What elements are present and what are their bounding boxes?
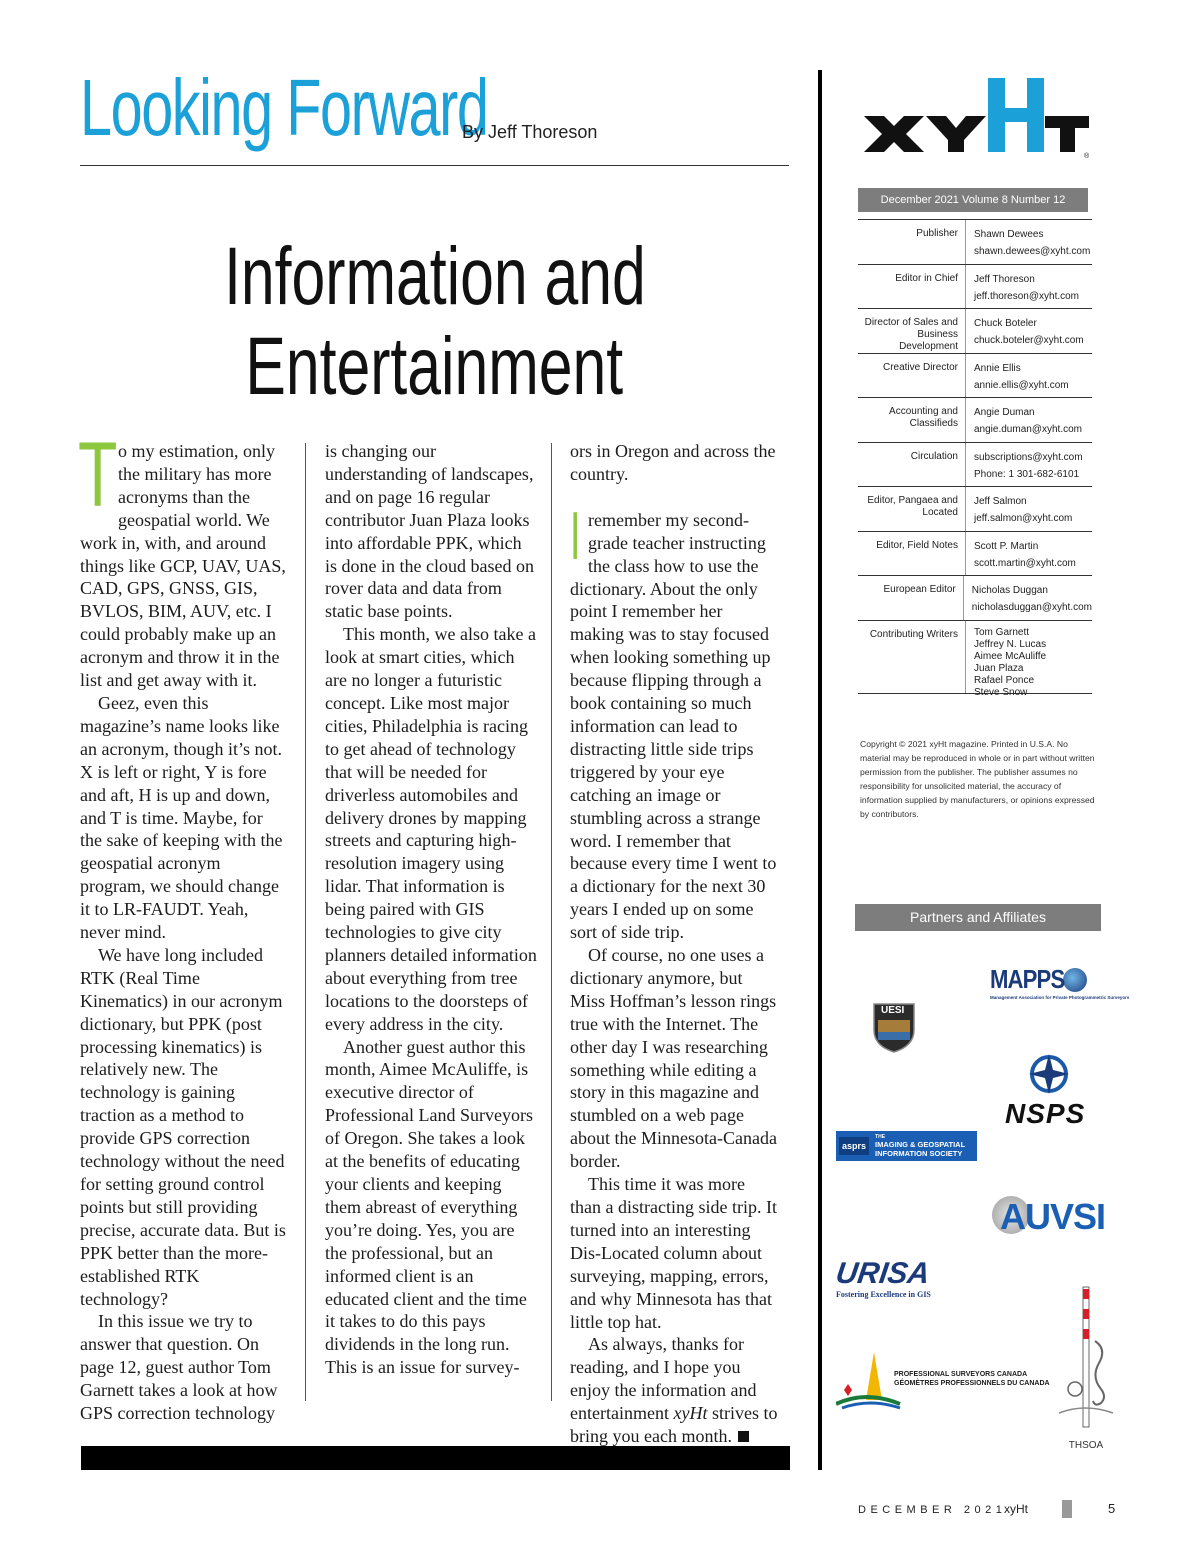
staff-row	[858, 397, 1092, 442]
footer-date: DECEMBER 2021	[858, 1504, 1007, 1516]
psc-logo	[836, 1350, 1050, 1410]
paragraph-text: remember my second-grade teacher instructing the class how to use the dictionary. About the only point I remember her making was to stay focused when looking something up because flipping through a book containing so much information can lead to distracting little side trips triggered by your eye catching an image or stumbling across a strange word. I remember that because every time I went to a dictionary for the next 30 years I ended up on some sort of side trip.	[570, 509, 777, 943]
footer-magazine: xyHt	[1004, 1502, 1028, 1516]
staff-name: Scott P. Martin	[974, 540, 1039, 552]
article-column-2	[325, 440, 537, 1379]
svg-text:®: ®	[1084, 153, 1090, 160]
staff-email: jeff.salmon@xyht.com	[974, 513, 1073, 524]
drop-cap: I	[570, 497, 581, 574]
staff-list	[858, 219, 1092, 698]
staff-role: Editor, Field Notes	[858, 532, 966, 576]
urisa-logo	[833, 1257, 951, 1308]
staff-name: Nicholas Duggan	[971, 585, 1048, 596]
nsps-logo	[1005, 1052, 1120, 1129]
staff-email: jeff.thoreson@xyht.com	[974, 290, 1080, 302]
staff-role: Circulation	[858, 443, 966, 487]
staff-role: Publisher	[858, 220, 966, 264]
staff-row	[858, 531, 1092, 576]
section-title: Looking Forward	[80, 63, 488, 152]
writer-name: Juan Plaza	[974, 662, 1024, 674]
staff-role: Contributing Writers	[858, 621, 966, 693]
auvsi-wordmark: AUVSI	[1000, 1196, 1106, 1237]
staff-name: Shawn Dewees	[974, 229, 1044, 240]
staff-row	[858, 264, 1092, 309]
urisa-wordmark: URISA	[833, 1257, 932, 1290]
paragraph-text: strives to bring you each month.	[570, 1403, 778, 1447]
mapps-subtitle: Management Association for Private Photogrammetric Surveyors	[990, 995, 1130, 1000]
mapps-wordmark: MAPPS	[990, 964, 1065, 994]
headline	[80, 232, 789, 412]
xyht-logo	[862, 78, 1092, 160]
globe-icon	[1063, 968, 1087, 992]
paragraph: Another guest author this month, Aimee McAuliffe, is executive director of Professional Land Surveyors of Oregon. She takes a look at the benefits of educating your clients and keeping them abreast of everything you’re doing. Yes, you are the professional, but an informed client is an educated client and the time it takes to do this pays dividends in the long run. This is an issue for survey-	[325, 1036, 533, 1378]
staff-row	[858, 219, 1092, 264]
drop-cap: T	[78, 424, 118, 526]
column-rule	[305, 443, 306, 1401]
compass-rose-icon	[1005, 1052, 1120, 1096]
staff-email: nicholasduggan@xyht.com	[971, 602, 1092, 613]
staff-name: Jeff Thoreson	[974, 273, 1035, 285]
psc-emblem-icon	[836, 1350, 902, 1410]
paragraph	[570, 1333, 778, 1448]
paragraph: Geez, even this magazine’s name looks like an acronym, though it’s not. X is left or right, Y is fore and aft, H is up and down, and T is time. Maybe, for the sake of keeping with the geospatial acronym program, we should change it to LR-FAUDT. Yeah, never mind.	[80, 692, 283, 943]
staff-role: European Editor	[858, 576, 964, 620]
article-column-3	[570, 440, 778, 1448]
staff-role: Editor in Chief	[858, 265, 966, 309]
end-mark-icon	[738, 1431, 749, 1442]
staff-name: Angie Duman	[974, 407, 1035, 418]
staff-phone: Phone: 1 301-682-6101	[974, 468, 1080, 480]
page-number: 5	[1108, 1501, 1116, 1516]
issue-label: December 2021 Volume 8 Number 12	[858, 188, 1088, 212]
staff-name: Chuck Boteler	[974, 318, 1037, 329]
psc-name-en: PROFESSIONAL SURVEYORS CANADA	[894, 1371, 1028, 1378]
writer-name: Rafael Ponce	[974, 674, 1035, 686]
thsoa-logo	[1055, 1285, 1117, 1451]
staff-email: subscriptions@xyht.com	[974, 451, 1083, 463]
staff-row	[858, 308, 1092, 353]
paragraph-text: As always, thanks for reading, and I hope you enjoy the information and entertainment	[570, 1334, 757, 1424]
nsps-wordmark: NSPS	[1005, 1098, 1086, 1129]
urisa-tagline: Fostering Excellence in GIS	[836, 1290, 931, 1299]
article-column-1	[78, 424, 288, 1425]
bottom-bar	[81, 1446, 790, 1470]
writer-name: Steve Snow	[974, 686, 1028, 698]
uesi-logo	[872, 1002, 916, 1054]
asprs-name: IMAGING & GEOSPATIAL INFORMATION SOCIETY	[875, 1140, 966, 1158]
xyht-logo-icon	[862, 78, 1092, 160]
staff-row	[858, 486, 1092, 531]
paragraph: In this issue we try to answer that question. On page 12, guest author Tom Garnett takes a look at how GPS correction technology	[80, 1311, 278, 1424]
psc-name-fr: GÉOMÈTRES PROFESSIONNELS DU CANADA	[894, 1380, 1050, 1387]
auvsi-logo	[992, 1196, 1117, 1248]
paragraph	[78, 424, 288, 692]
headline-line-1: Information and	[223, 231, 646, 322]
staff-email: angie.duman@xyht.com	[974, 424, 1082, 435]
paragraph-text: o my estimation, only the military has more acronyms than the geospatial world. We work in, with, and around things like GCP, UAV, UAS, CAD, GPS, GNSS, GIS, BVLOS, BIM, AUV, etc. I could probably make up an acronym and throw it in the list and get away with it.	[80, 441, 286, 691]
asprs-mark: asprs	[839, 1137, 869, 1155]
staff-email: scott.martin@xyht.com	[974, 557, 1076, 569]
copyright-notice: Copyright © 2021 xyHt magazine. Printed in U.S.A. No material may be reproduced in whole or in part without written permission from the publisher. The publisher assumes no responsibility for unsolicited material, the accuracy of information supplied by manufacturers, or opinions expressed by contributors.	[860, 739, 1095, 819]
paragraph: This month, we also take a look at smart cities, which are no longer a futuristic concept. Like most major cities, Philadelphia is racing to get ahead of technology that will be needed for driverless automobiles and delivery drones by mapping streets and capturing high-resolution imagery using lidar. That information is being paired with GIS technologies to give city planners detailed information about everything from tree locations to the doorsteps of every address in the city.	[325, 624, 537, 1034]
staff-row	[858, 442, 1092, 487]
paragraph	[570, 497, 778, 944]
asprs-logo	[836, 1131, 977, 1161]
asprs-the: THE	[875, 1134, 886, 1140]
staff-role: Creative Director	[858, 354, 966, 398]
staff-role: Editor, Pangaea and Located	[858, 487, 966, 531]
staff-row	[858, 620, 1092, 698]
seahorse-survey-rod-icon	[1055, 1285, 1117, 1431]
paragraph: This time it was more than a distracting side trip. It turned into an interesting Dis-Located column about surveying, mapping, errors, and why Minnesota has that little top hat.	[570, 1174, 777, 1332]
uesi-label: UESI	[881, 1005, 905, 1016]
staff-name: Jeff Salmon	[974, 496, 1027, 507]
paragraph: We have long included RTK (Real Time Kinematics) in our acronym dictionary, but PPK (post processing kinematics) is relatively new. The technology is gaining traction as a method to provide GPS correction technology without the need for setting ground control points but still providing precise, accurate data. But is PPK better than the more-established RTK technology?	[80, 944, 286, 1309]
paragraph: Of course, no one uses a dictionary anymore, but Miss Hoffman’s lesson rings true with the Internet. The other day I was researching something while editing a story in this magazine and stumbled on a web page about the Minnesota-Canada border.	[570, 945, 777, 1172]
magazine-name: xyHt	[673, 1403, 708, 1424]
staff-role: Director of Sales and Business Development	[858, 309, 966, 353]
column-rule	[551, 443, 552, 1401]
staff-row	[858, 575, 1092, 620]
partners-heading: Partners and Affiliates	[855, 904, 1101, 931]
header-rule	[80, 165, 789, 166]
staff-email: chuck.boteler@xyht.com	[974, 335, 1084, 346]
staff-role: Accounting and Classifieds	[858, 398, 966, 442]
byline: By Jeff Thoreson	[462, 122, 598, 142]
mapps-logo	[990, 964, 1130, 1004]
writer-name: Tom Garnett	[974, 626, 1030, 638]
headline-line-2: Entertainment	[245, 321, 624, 412]
writer-name: Jeffrey N. Lucas	[974, 638, 1047, 650]
vertical-divider	[818, 70, 822, 1470]
staff-name: Annie Ellis	[974, 362, 1021, 374]
staff-row	[858, 353, 1092, 398]
paragraph: ors in Oregon and across the country.	[570, 441, 776, 484]
thsoa-label: THSOA	[1068, 1440, 1104, 1451]
staff-email: shawn.dewees@xyht.com	[974, 246, 1091, 257]
writer-name: Aimee McAuliffe	[974, 650, 1047, 662]
staff-email: annie.ellis@xyht.com	[974, 379, 1069, 391]
paragraph: is changing our understanding of landscapes, and on page 16 regular contributor Juan Plaza looks into affordable PPK, which is done in the cloud based on rover data and data from static base points.	[325, 441, 534, 622]
footer-divider-block	[1062, 1500, 1072, 1518]
